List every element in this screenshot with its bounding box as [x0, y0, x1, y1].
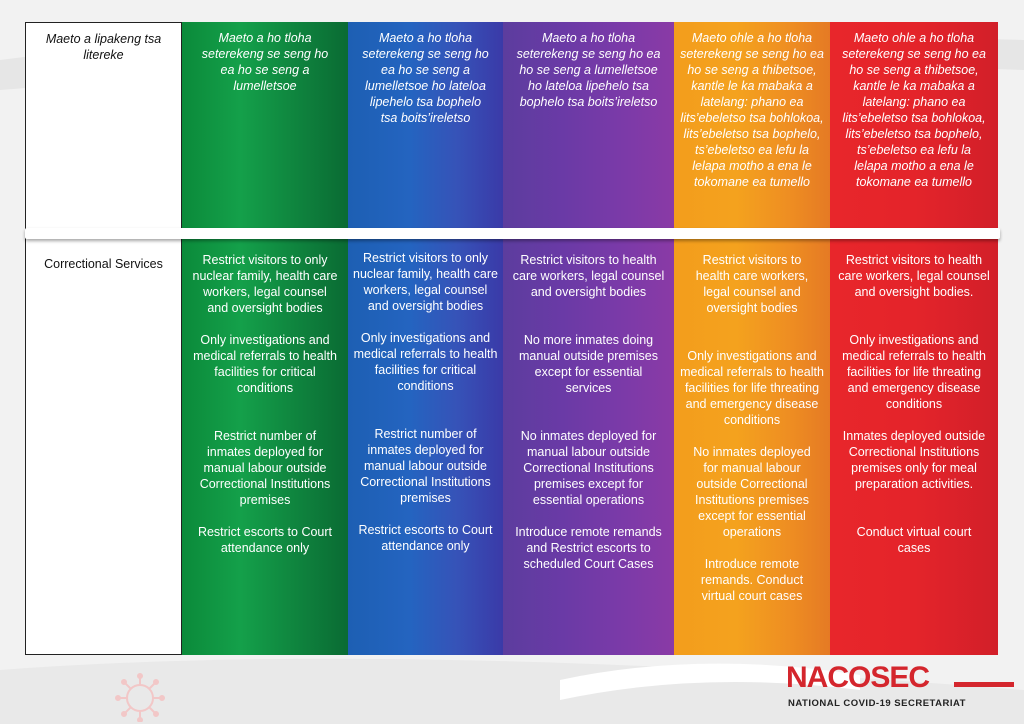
restriction-item: Restrict visitors to health care workers, legal counsel and oversight bodies [695, 253, 809, 315]
restriction-item: No inmates deployed for manual labour outside Correctional Institutions premises except for essential operations [520, 429, 657, 507]
restriction-item: Restrict visitors to health care workers, legal counsel and oversight bodies [512, 253, 665, 299]
restriction-item: Restrict escorts to Court attendance only [197, 525, 333, 555]
level-column-5 [830, 22, 998, 655]
label-column [25, 22, 182, 655]
nacosec-logo [786, 660, 1016, 720]
level-column-4 [674, 22, 830, 655]
restriction-item: Restrict escorts to Court attendance only [358, 523, 493, 553]
restriction-item: Conduct virtual court cases [856, 525, 972, 555]
restriction-item: Only investigations and medical referrals to health facilities for critical conditions [193, 333, 337, 395]
column-body [503, 252, 674, 588]
restriction-item: Only investigations and medical referrals to health facilities for life threating and emergency disease conditions [680, 349, 824, 427]
restriction-item: Restrict visitors to only nuclear family, health care workers, legal counsel and oversight bodies [353, 251, 498, 313]
restriction-item: Restrict visitors to only nuclear family, health care workers, legal counsel and oversight bodies [192, 253, 338, 315]
restriction-item: Introduce remote remands. Conduct virtual court cases [700, 557, 804, 603]
level-column-3 [503, 22, 674, 655]
column-body [830, 252, 998, 572]
restriction-item: Introduce remote remands and Restrict escorts to scheduled Court Cases [515, 525, 662, 571]
column-header: Maeto a ho tloha seterekeng se seng ho ea ho se seng a lumelletsoe ho lateloa lipehelo tsa bophelo tsa boits’ireletso [362, 31, 489, 125]
header-label: Maeto a lipakeng tsa litereke [45, 32, 162, 62]
restriction-item: Restrict number of inmates deployed for manual labour outside Correctional Institutions premises [199, 429, 331, 507]
column-header: Maeto a ho tloha seterekeng se seng ho ea ho se seng a lumelletsoe [201, 31, 329, 93]
restriction-item: No inmates deployed for manual labour outside Correctional Institutions premises except for essential operations [693, 445, 811, 539]
level-column-2 [348, 22, 503, 655]
restriction-item: No more inmates doing manual outside premises except for essential services [519, 333, 658, 395]
restriction-item: Restrict visitors to health care workers, legal counsel and oversight bodies. [838, 253, 990, 299]
column-body [674, 252, 830, 620]
virus-icon [112, 672, 168, 722]
column-body [348, 250, 503, 570]
column-body [182, 252, 348, 572]
logo-name: NACOSEC [786, 661, 930, 694]
column-header: Maeto a ho tloha seterekeng se seng ho ea ho se seng a lumelletsoe ho lateloa lipehelo tsa bophelo tsa boits’ireletso [516, 31, 661, 109]
column-header: Maeto ohle a ho tloha seterekeng se seng ho ea ho se seng a thibetsoe, kantle le ka mabaka a latelang: phano ea lits’ebeletso tsa bohlokoa, lits’ebeletso tsa bophelo, ts’ebeletso ea lefu la lelapa motho a ena le tokomane ea tumello [680, 31, 824, 189]
level-column-1 [182, 22, 348, 655]
restriction-item: Restrict number of inmates deployed for manual labour outside Correctional Institutions premises [360, 427, 491, 505]
logo-subtitle: NATIONAL COVID-19 SECRETARIAT [788, 698, 966, 709]
restriction-item: Only investigations and medical referrals to health facilities for life threating and emergency disease conditions [842, 333, 986, 411]
row-divider [25, 228, 1000, 239]
restrictions-table [25, 22, 998, 655]
restriction-item: Only investigations and medical referrals to health facilities for critical conditions [353, 331, 498, 393]
restriction-item: Inmates deployed outside Correctional Institutions premises only for meal preparation activities. [842, 429, 986, 491]
column-header: Maeto ohle a ho tloha seterekeng se seng ho ea ho se seng a thibetsoe, kantle le ka mabaka a latelang: phano ea lits’ebeletso tsa bohlokoa, lits’ebeletso tsa bophelo, ts’ebeletso ea lefu la lelapa motho a ena le tokomane ea tumello [842, 31, 986, 189]
logo-bar [954, 682, 1014, 687]
row-label: Correctional Services [44, 257, 163, 271]
